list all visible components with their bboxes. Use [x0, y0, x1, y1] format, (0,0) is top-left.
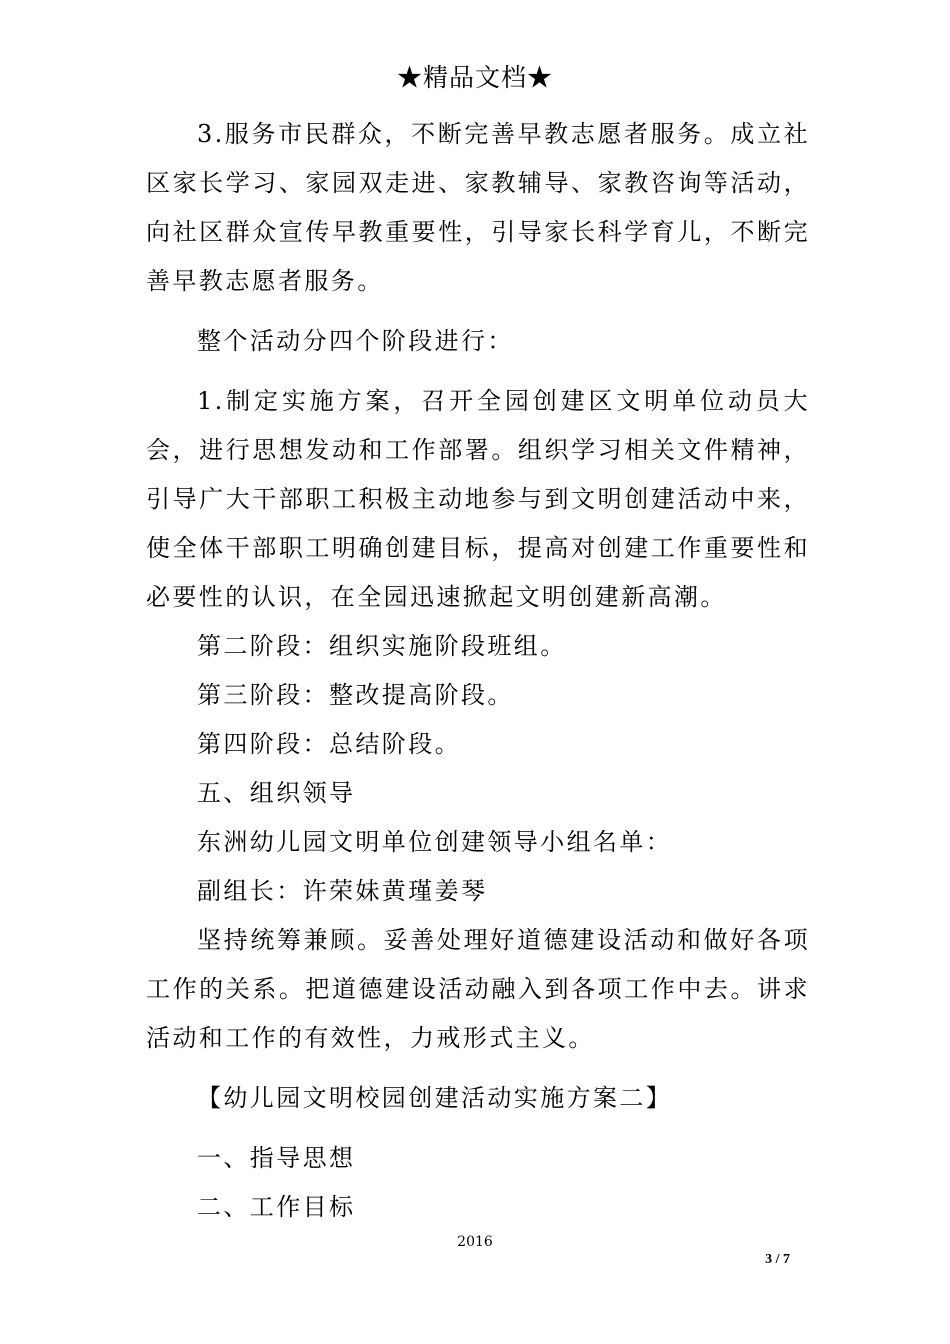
document-header-title: ★精品文档★: [396, 63, 553, 92]
document-body: [146, 110, 810, 1232]
section-title-plan-two: 【幼儿园文明校园创建活动实施方案二】: [197, 1084, 673, 1112]
paragraph-stage-four: 第四阶段：总结阶段。: [197, 730, 461, 758]
footer-year: 2016: [457, 1234, 493, 1250]
page-number: 3 / 7: [765, 1252, 790, 1267]
paragraph-service: 3.服务市民群众，不断完善早教志愿者服务。成立社区家长学习、家园双走进、家教辅导、家教咨询等活动，向社区群众宣传早教重要性，引导家长科学育儿，不断完善早教志愿者服务。: [146, 120, 810, 295]
paragraph-stage-three: 第三阶段：整改提高阶段。: [197, 681, 514, 709]
section-heading-leadership: 五、组织领导: [197, 779, 356, 807]
paragraph-deputy-leaders: 副组长：许荣妹黄瑾姜琴: [197, 877, 488, 905]
paragraph-coordination: 坚持统筹兼顾。妥善处理好道德建设活动和做好各项工作的关系。把道德建设活动融入到各项工作中去。讲求活动和工作的有效性，力戒形式主义。: [146, 926, 810, 1052]
paragraph-stage-one: 1.制定实施方案，召开全园创建区文明单位动员大会，进行思想发动和工作部署。组织学习相关文件精神，引导广大干部职工积极主动地参与到文明创建活动中来，使全体干部职工明确创建目标，提高对创建工作重要性和必要性的认识，在全园迅速掀起文明创建新高潮。: [146, 387, 810, 611]
paragraph-leadership-list: 东洲幼儿园文明单位创建领导小组名单：: [197, 828, 673, 856]
section-heading-work-goals: 二、工作目标: [197, 1193, 356, 1221]
paragraph-stages-intro: 整个活动分四个阶段进行：: [197, 327, 514, 355]
paragraph-stage-two: 第二阶段：组织实施阶段班组。: [197, 632, 567, 660]
section-heading-guiding-thought: 一、指导思想: [197, 1144, 356, 1172]
